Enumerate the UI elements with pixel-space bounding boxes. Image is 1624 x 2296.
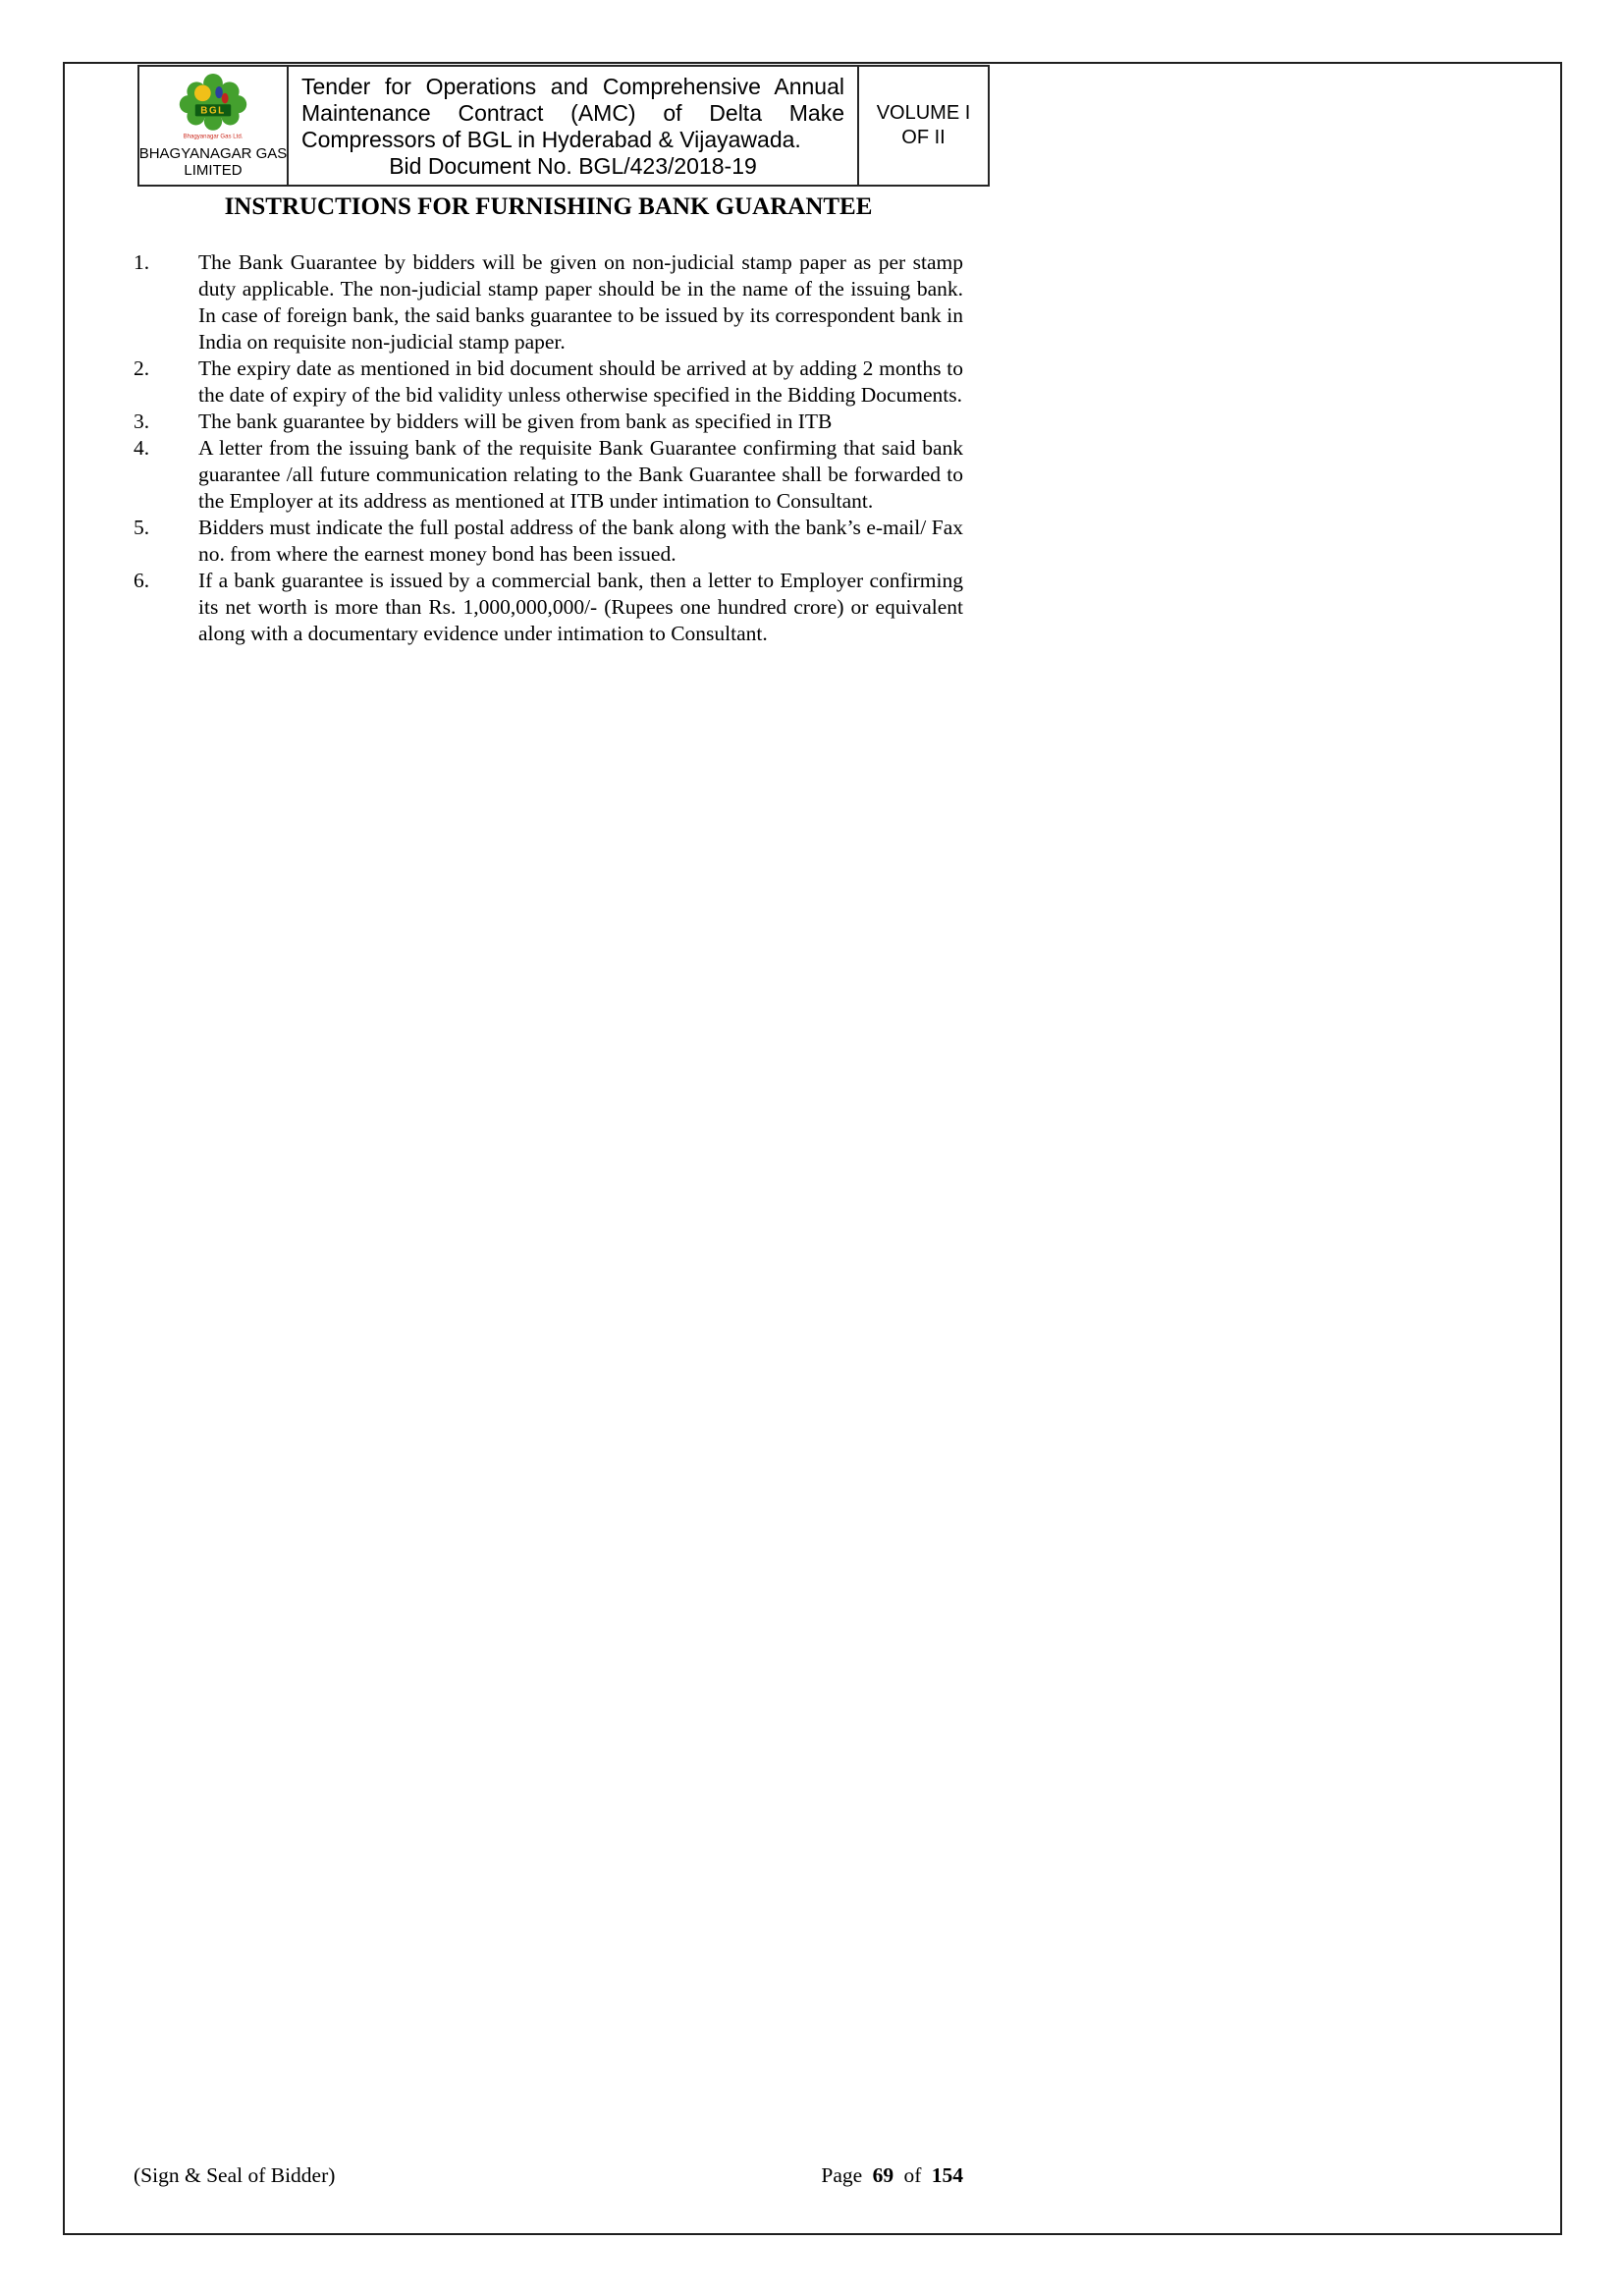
list-item-text: The expiry date as mentioned in bid document should be arrived at by adding 2 months to the date of expiry of the bid validity unless otherwise specified in the Bidding Documents. xyxy=(198,356,963,407)
volume-line2: OF II xyxy=(901,127,946,148)
sign-seal-note: (Sign & Seal of Bidder) xyxy=(134,2163,336,2187)
bid-document-number: Bid Document No. BGL/423/2018-19 xyxy=(389,153,757,179)
logo-caption-text: Bhagyanagar Gas Ltd. xyxy=(183,133,244,140)
header-table xyxy=(137,65,990,187)
page-current: 69 xyxy=(872,2163,894,2187)
list-item-number: 6. xyxy=(134,569,150,592)
logo-leaf-blob xyxy=(180,74,246,131)
list-item-text: The bank guarantee by bidders will be given from bank as specified in ITB xyxy=(198,410,833,433)
list-item-3 xyxy=(134,409,963,435)
logo-blue-drop-icon xyxy=(215,86,223,98)
header-title-cell xyxy=(289,67,859,185)
company-name-line1: BHAGYANAGAR GAS xyxy=(138,145,288,162)
page-word: Page xyxy=(821,2163,863,2187)
page-total: 154 xyxy=(931,2163,963,2187)
page-number xyxy=(821,2162,963,2188)
volume-cell xyxy=(859,67,988,185)
company-name-line2: LIMITED xyxy=(184,162,243,179)
document-body xyxy=(134,192,963,647)
list-item-number: 3. xyxy=(134,410,150,433)
list-item-1 xyxy=(134,249,963,355)
logo-sun-icon xyxy=(194,84,211,101)
list-item-number: 2. xyxy=(134,356,150,380)
list-item-2 xyxy=(134,355,963,409)
tender-title: Tender for Operations and Comprehensive Annual Maintenance Contract (AMC) of Delta Make Compressors of BGL in Hyderabad & Vijayawada. xyxy=(301,74,844,152)
logo-red-drop-icon xyxy=(222,93,229,104)
list-item-6 xyxy=(134,568,963,647)
list-item-text: If a bank guarantee is issued by a commercial bank, then a letter to Employer confirming its net worth is more than Rs. 1,000,000,000/- (Rupees one hundred crore) or equivalent along with a documentary evidence under intimation to Consultant. xyxy=(198,569,963,645)
section-heading: INSTRUCTIONS FOR FURNISHING BANK GUARANTEE xyxy=(224,193,873,220)
list-item-number: 1. xyxy=(134,250,150,274)
list-item-text: The Bank Guarantee by bidders will be given on non-judicial stamp paper as per stamp duty applicable. The non-judicial stamp paper should be in the name of the issuing bank. In case of foreign bank, the said banks guarantee to be issued by its correspondent bank in India on requisite non-judicial stamp paper. xyxy=(198,250,963,354)
list-item-number: 4. xyxy=(134,436,150,460)
logo-monogram-text: BGL xyxy=(200,105,226,117)
list-item-4 xyxy=(134,435,963,515)
volume-line1: VOLUME I xyxy=(876,102,971,124)
company-logo-cell xyxy=(139,67,289,185)
list-item-text: A letter from the issuing bank of the requisite Bank Guarantee confirming that said bank guarantee /all future communication relating to the Bank Guarantee shall be forwarded to the Employer at its address as mentioned at ITB under intimation to Consultant. xyxy=(198,436,963,513)
of-word: of xyxy=(903,2163,922,2187)
list-item-number: 5. xyxy=(134,516,150,539)
list-item-text: Bidders must indicate the full postal address of the bank along with the bank’s e-mail/ Fax no. from where the earnest money bond has been issued. xyxy=(198,516,963,566)
company-logo xyxy=(162,71,264,145)
page-footer xyxy=(134,2162,963,2188)
list-item-5 xyxy=(134,515,963,568)
